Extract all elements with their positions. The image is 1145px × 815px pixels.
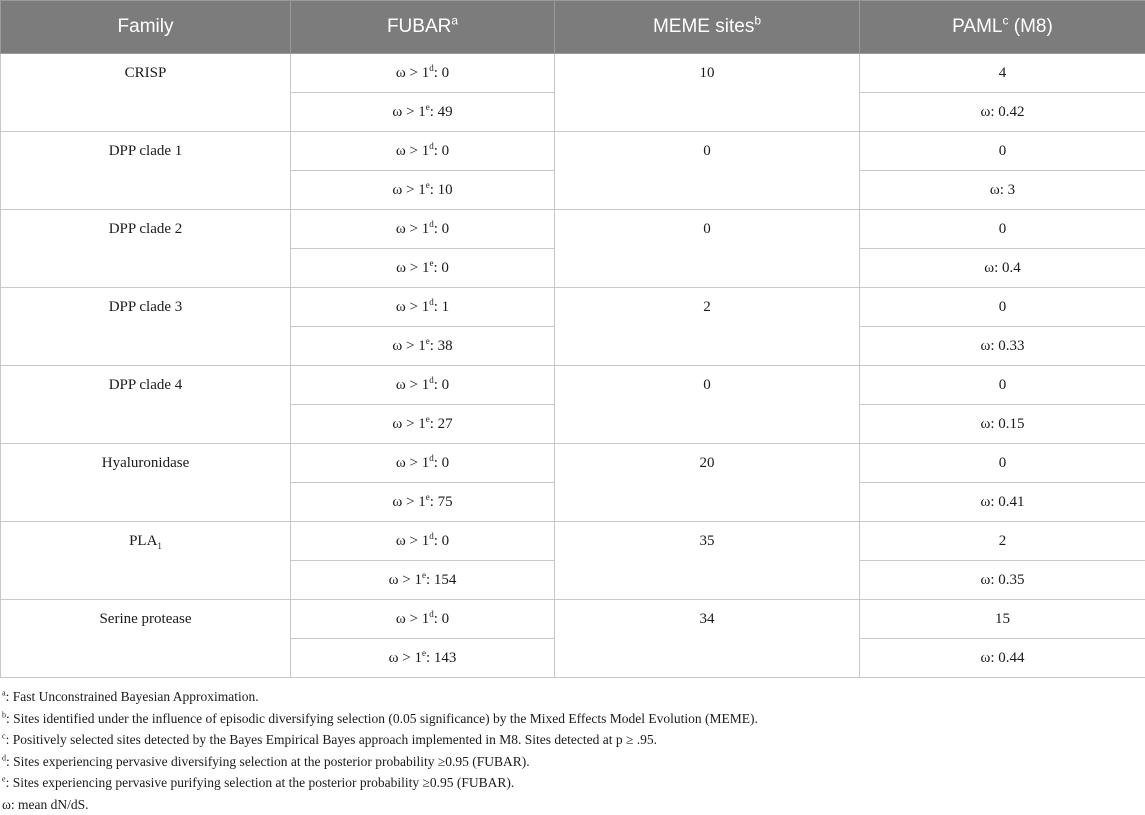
fubar-purifying-cell	[291, 327, 555, 366]
fubar-diversifying-value: : 0	[434, 65, 449, 81]
footnote-mark: d	[2, 753, 6, 762]
header-paml	[860, 1, 1145, 54]
family-subscript: 1	[157, 541, 162, 551]
fubar-purifying-value: : 143	[426, 650, 456, 666]
table-row	[1, 210, 1145, 249]
paml-omega-value: ω: 0.41	[980, 494, 1024, 510]
family-cell	[1, 600, 291, 678]
fubar-purifying-label: ω > 1	[392, 338, 425, 354]
family-name: DPP clade 1	[109, 143, 183, 159]
meme-sites-cell	[555, 54, 860, 132]
footnote-mark: d	[429, 453, 434, 463]
header-fubar	[291, 1, 555, 54]
family-cell	[1, 522, 291, 600]
paml-omega-value: ω: 0.33	[980, 338, 1024, 354]
footnote-mark: e	[422, 648, 426, 658]
meme-sites-value: 10	[700, 65, 715, 81]
family-cell	[1, 444, 291, 522]
family-name: PLA	[129, 533, 157, 549]
fubar-purifying-cell	[291, 249, 555, 288]
family-cell	[1, 366, 291, 444]
meme-sites-value: 20	[700, 455, 715, 471]
fubar-diversifying-value: : 0	[434, 533, 449, 549]
meme-sites-cell	[555, 444, 860, 522]
footnote-mark: e	[2, 775, 6, 784]
meme-sites-value: 0	[703, 377, 711, 393]
footnote-mark: e	[426, 414, 430, 424]
header-meme-label: MEME sites	[653, 16, 754, 37]
paml-sites-value: 0	[999, 143, 1007, 159]
meme-sites-cell	[555, 288, 860, 366]
paml-omega-cell	[860, 249, 1145, 288]
paml-omega-cell	[860, 561, 1145, 600]
meme-sites-cell	[555, 600, 860, 678]
fubar-diversifying-cell	[291, 444, 555, 483]
footnote-text: : Sites experiencing pervasive purifying selection at the posterior probability ≥0.95 (FUBAR).	[6, 775, 515, 790]
fubar-diversifying-value: : 0	[434, 611, 449, 627]
fubar-purifying-label: ω > 1	[396, 260, 429, 276]
header-family-label: Family	[118, 16, 174, 37]
fubar-purifying-value: : 27	[430, 416, 453, 432]
footnote-mark: e	[422, 570, 426, 580]
paml-omega-value: ω: 0.15	[980, 416, 1024, 432]
header-meme	[555, 1, 860, 54]
paml-sites-value: 0	[999, 221, 1007, 237]
footnote-mark: e	[429, 258, 433, 268]
footnote	[2, 772, 1145, 794]
fubar-diversifying-value: : 0	[434, 221, 449, 237]
footnote-mark: a	[451, 14, 458, 28]
header-family	[1, 1, 291, 54]
fubar-diversifying-value: : 0	[434, 455, 449, 471]
family-name: DPP clade 3	[109, 299, 183, 315]
table-header	[1, 1, 1145, 54]
table-body	[1, 54, 1145, 678]
paml-sites-cell	[860, 444, 1145, 483]
paml-sites-value: 0	[999, 377, 1007, 393]
paml-omega-cell	[860, 483, 1145, 522]
paml-sites-value: 0	[999, 299, 1007, 315]
family-name: Hyaluronidase	[102, 455, 189, 471]
header-paml-label: PAML	[952, 16, 1002, 37]
paml-omega-value: ω: 0.4	[984, 260, 1021, 276]
footnote-mark: c	[1003, 14, 1009, 28]
fubar-purifying-cell	[291, 405, 555, 444]
table-row	[1, 54, 1145, 93]
fubar-diversifying-label: ω > 1	[396, 611, 429, 627]
footnote-text: ω: mean dN/dS.	[2, 797, 89, 812]
fubar-diversifying-label: ω > 1	[396, 533, 429, 549]
fubar-purifying-cell	[291, 561, 555, 600]
fubar-diversifying-value: : 0	[434, 143, 449, 159]
paml-sites-value: 0	[999, 455, 1007, 471]
footnote	[2, 751, 1145, 773]
fubar-purifying-value: : 10	[430, 182, 453, 198]
family-cell	[1, 54, 291, 132]
table-row	[1, 288, 1145, 327]
footnote-text: : Fast Unconstrained Bayesian Approximation.	[6, 689, 259, 704]
meme-sites-cell	[555, 210, 860, 288]
meme-sites-cell	[555, 132, 860, 210]
header-paml-suffix: (M8)	[1009, 16, 1053, 37]
header-row	[1, 1, 1145, 54]
fubar-purifying-label: ω > 1	[392, 416, 425, 432]
paml-omega-cell	[860, 93, 1145, 132]
paml-sites-cell	[860, 522, 1145, 561]
paml-sites-cell	[860, 132, 1145, 171]
fubar-purifying-cell	[291, 171, 555, 210]
footnote	[2, 686, 1145, 708]
fubar-diversifying-cell	[291, 54, 555, 93]
paml-omega-value: ω: 0.44	[980, 650, 1024, 666]
meme-sites-value: 0	[703, 143, 711, 159]
paml-sites-value: 2	[999, 533, 1007, 549]
fubar-purifying-cell	[291, 483, 555, 522]
fubar-diversifying-cell	[291, 522, 555, 561]
footnote-mark: b	[754, 14, 761, 28]
fubar-diversifying-value: : 1	[434, 299, 449, 315]
paml-omega-cell	[860, 639, 1145, 678]
fubar-purifying-label: ω > 1	[392, 494, 425, 510]
fubar-diversifying-label: ω > 1	[396, 65, 429, 81]
fubar-purifying-value: : 75	[430, 494, 453, 510]
paml-omega-value: ω: 3	[990, 182, 1015, 198]
meme-sites-cell	[555, 522, 860, 600]
fubar-purifying-label: ω > 1	[392, 104, 425, 120]
paml-omega-cell	[860, 171, 1145, 210]
footnote-mark: b	[2, 710, 6, 719]
paml-sites-cell	[860, 366, 1145, 405]
footnote-mark: a	[2, 689, 6, 698]
footnote-text: : Sites experiencing pervasive diversifying selection at the posterior probability ≥0.95 (FUBAR).	[6, 754, 530, 769]
footnote-mark: e	[426, 492, 430, 502]
fubar-diversifying-cell	[291, 366, 555, 405]
paml-omega-value: ω: 0.35	[980, 572, 1024, 588]
fubar-purifying-label: ω > 1	[389, 650, 422, 666]
fubar-diversifying-value: : 0	[434, 377, 449, 393]
family-name: Serine protease	[99, 611, 191, 627]
fubar-diversifying-cell	[291, 132, 555, 171]
footnote-mark: d	[429, 531, 434, 541]
table-row	[1, 366, 1145, 405]
family-cell	[1, 132, 291, 210]
family-name: CRISP	[125, 65, 167, 81]
meme-sites-value: 35	[700, 533, 715, 549]
footnote	[2, 729, 1145, 751]
family-cell	[1, 210, 291, 288]
fubar-purifying-cell	[291, 93, 555, 132]
paml-sites-cell	[860, 210, 1145, 249]
table-footnotes	[0, 686, 1145, 815]
paml-omega-cell	[860, 405, 1145, 444]
footnote-mark: d	[429, 609, 434, 619]
fubar-purifying-value: : 49	[430, 104, 453, 120]
footnote-mark: d	[429, 63, 434, 73]
paml-sites-cell	[860, 600, 1145, 639]
meme-sites-value: 0	[703, 221, 711, 237]
fubar-purifying-value: : 154	[426, 572, 456, 588]
table-row	[1, 522, 1145, 561]
footnote-mark: d	[429, 141, 434, 151]
fubar-purifying-label: ω > 1	[389, 572, 422, 588]
table-row	[1, 132, 1145, 171]
paml-sites-cell	[860, 288, 1145, 327]
footnote-mark: d	[429, 375, 434, 385]
paml-omega-value: ω: 0.42	[980, 104, 1024, 120]
paml-sites-value: 4	[999, 65, 1007, 81]
fubar-diversifying-label: ω > 1	[396, 377, 429, 393]
footnote-mark: d	[429, 219, 434, 229]
footnote	[2, 708, 1145, 730]
footnote-mark: e	[426, 180, 430, 190]
table-row	[1, 444, 1145, 483]
fubar-purifying-value: : 0	[433, 260, 448, 276]
family-name: DPP clade 2	[109, 221, 183, 237]
header-fubar-label: FUBAR	[387, 16, 451, 37]
fubar-purifying-cell	[291, 639, 555, 678]
fubar-diversifying-label: ω > 1	[396, 299, 429, 315]
footnote-mark: e	[426, 102, 430, 112]
fubar-diversifying-cell	[291, 600, 555, 639]
fubar-diversifying-cell	[291, 288, 555, 327]
fubar-diversifying-cell	[291, 210, 555, 249]
footnote-text: : Positively selected sites detected by the Bayes Empirical Bayes approach implemented in M8. Sites detected at p ≥ .95.	[6, 732, 658, 747]
family-cell	[1, 288, 291, 366]
footnote-mark: d	[429, 297, 434, 307]
paml-omega-cell	[860, 327, 1145, 366]
meme-sites-value: 2	[703, 299, 711, 315]
paml-sites-value: 15	[995, 611, 1010, 627]
family-name: DPP clade 4	[109, 377, 183, 393]
footnote-mark: c	[2, 732, 6, 741]
footnote-text: : Sites identified under the influence of episodic diversifying selection (0.05 significance) by the Mixed Effects Model Evolution (MEME).	[6, 711, 758, 726]
meme-sites-cell	[555, 366, 860, 444]
fubar-diversifying-label: ω > 1	[396, 143, 429, 159]
fubar-purifying-label: ω > 1	[392, 182, 425, 198]
table-row	[1, 600, 1145, 639]
fubar-diversifying-label: ω > 1	[396, 455, 429, 471]
fubar-purifying-value: : 38	[430, 338, 453, 354]
footnote-mark: e	[426, 336, 430, 346]
fubar-diversifying-label: ω > 1	[396, 221, 429, 237]
paml-sites-cell	[860, 54, 1145, 93]
meme-sites-value: 34	[700, 611, 715, 627]
